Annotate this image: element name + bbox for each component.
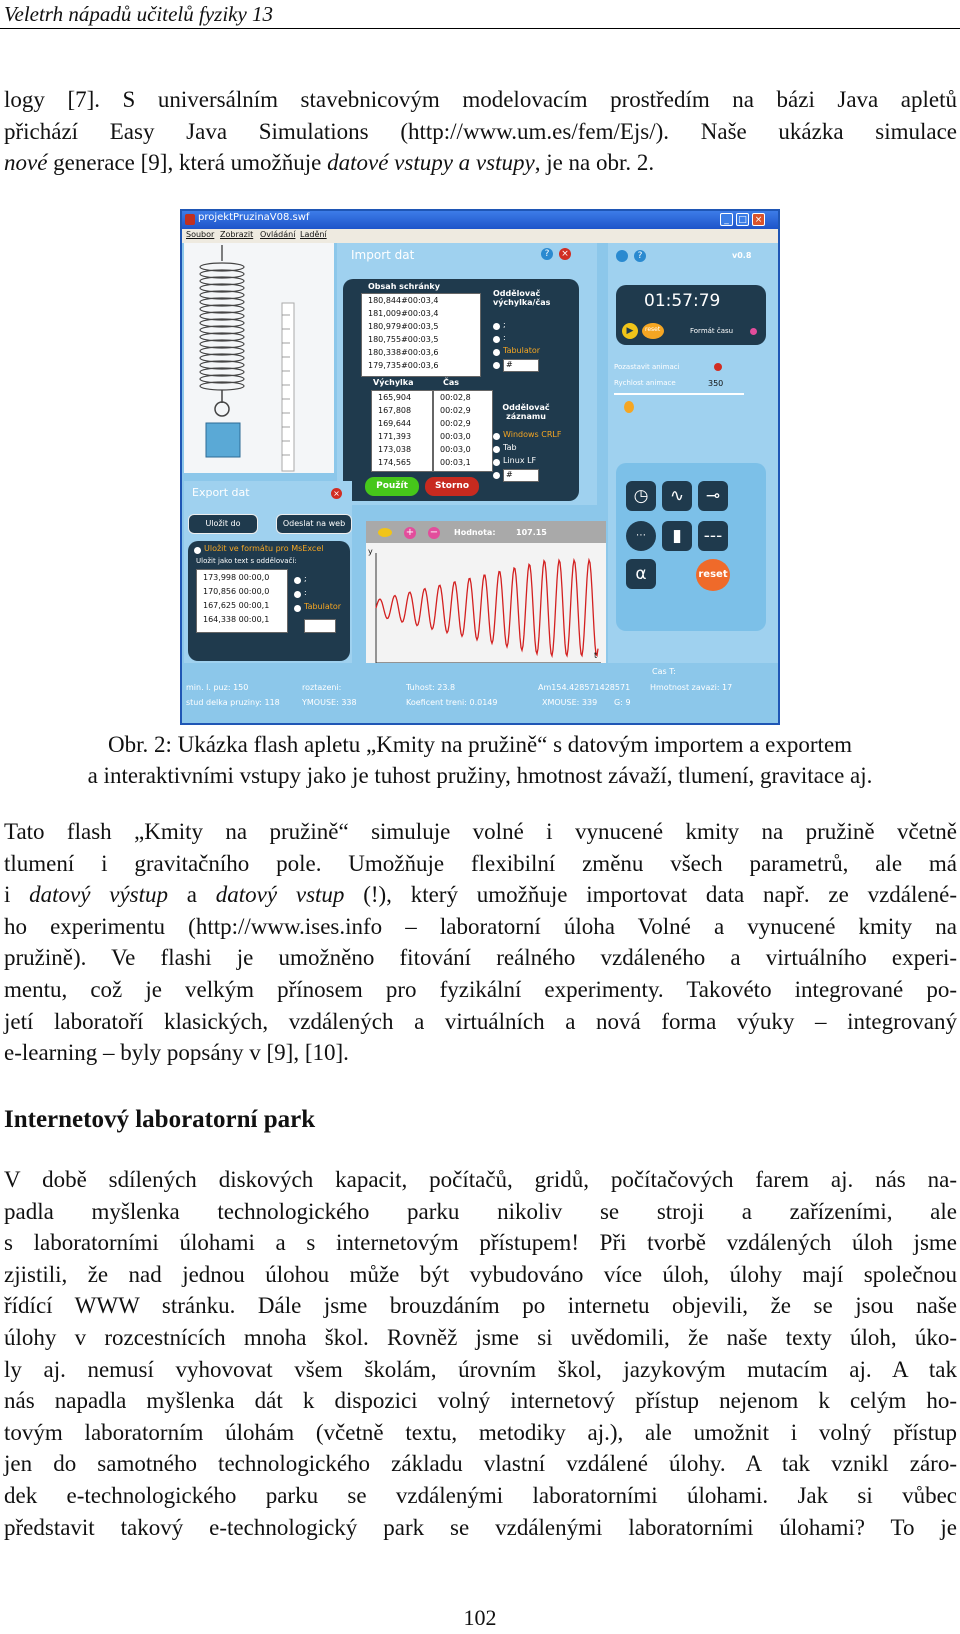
para3-line: jen do samotného technologického základu vlastní vzdálené úlohy. A tak vznikl záro- — [4, 1451, 957, 1477]
storno-button: Storno — [425, 477, 479, 496]
vychylka-box — [371, 390, 433, 472]
menu-item: Zobrazit — [220, 230, 254, 239]
dashes-icon: --- — [698, 521, 728, 551]
export-dark-panel — [188, 541, 350, 661]
vychylka-row: 171,393 — [378, 432, 412, 441]
clipboard-row: 179,735#00:03,6 — [368, 361, 439, 370]
wave-icon: ∿ — [662, 481, 692, 511]
cas-row: 00:02,8 — [440, 393, 471, 402]
graph-header — [366, 521, 606, 671]
cas-row: 00:03,0 — [440, 432, 471, 441]
cas-row: 00:02,9 — [440, 406, 471, 415]
figure-applet-screenshot — [180, 209, 780, 725]
app-icon — [185, 214, 195, 225]
thermometer-icon: ⊸ — [698, 481, 728, 511]
status-delka: stud delka pruziny: 118 — [186, 698, 280, 707]
menu-item: Ladění — [300, 230, 327, 239]
para2-line: mentu, což je velkým přínosem pro fyzikální experimenty. Takovéto integrované po- — [4, 976, 957, 1002]
para2-line: jetí laboratoří klasických, vzdálených a virtuálních a nová forma výuky – integrovaný — [4, 1008, 957, 1034]
graph-plot — [366, 543, 606, 671]
help-icon: ? — [634, 250, 646, 262]
timer-panel — [616, 285, 766, 345]
ulozit-button: Uložit do — [188, 514, 258, 534]
vychylka-row: 174,565 — [378, 458, 412, 467]
para2-line: pružině). Ve flashi je umožněno fitování reálného vzdáleného a virtuálního experi- — [4, 945, 957, 971]
clipboard-row: 181,009#00:03,4 — [368, 309, 439, 318]
intro-line — [4, 147, 957, 179]
data-icon: ⋯ — [626, 521, 656, 551]
separator1-option: Tabulator — [503, 346, 541, 355]
para2-text: (!), který umožňuje importovat data např. ze vzdálené- — [344, 882, 957, 908]
running-header-title: Veletrh nápadů učitelů fyziky 13 — [4, 2, 274, 26]
paragraph-3 — [4, 1164, 957, 1543]
cas-row: 00:03,0 — [440, 445, 471, 454]
radio-icon — [493, 446, 500, 453]
odeslat-button: Odeslat na web — [276, 514, 352, 534]
timer-reset-icon — [642, 323, 664, 339]
section-heading: Internetový laboratorní park — [4, 1106, 316, 1133]
pozastavit-label: Pozastavit animaci — [614, 363, 680, 371]
separator2-input — [503, 469, 539, 482]
import-title: Import dat — [351, 248, 415, 262]
separator1-input-value: # — [506, 360, 513, 369]
para3-line: zjistili, že nad jednou úlohou může být vybudováno více úloh, úlohy mají společnou — [4, 1261, 957, 1287]
oscillation-curve — [366, 543, 606, 671]
timer-value: 01:57:79 — [644, 291, 721, 311]
alpha-icon: α — [626, 559, 656, 589]
radio-icon — [493, 336, 500, 343]
para3-line: tovým laboratorním úlohám (včetně textu, metodiky aj.), ale umožnit i volný přístup — [4, 1419, 957, 1445]
rychlost-label: Rychlost animace — [614, 379, 676, 387]
clipboard-row: 180,755#00:03,5 — [368, 335, 439, 344]
radio-icon — [294, 605, 301, 612]
separator1-input — [503, 359, 539, 372]
hodnota-value: 107.15 — [516, 528, 547, 537]
maximize-icon: □ — [736, 213, 749, 226]
para2-line: Tato flash „Kmity na pružině“ simuluje volné i vynucené kmity na pružině včetně — [4, 819, 957, 844]
export-option: Uložit ve formátu pro MsExcel — [204, 544, 324, 553]
cas-box — [433, 390, 493, 472]
page-number: 102 — [463, 1605, 497, 1630]
intro-paragraph — [4, 84, 957, 179]
axis-y-label: y — [368, 547, 373, 556]
intro-italic: nové — [4, 150, 48, 176]
status-tuhost: Tuhost: 23.8 — [406, 683, 456, 692]
hodnota-label: Hodnota: — [454, 528, 496, 537]
para3-line: představit takový e-technologický park se vzdálenými laboratorními úlohami? To je — [4, 1514, 957, 1540]
menu-item: Ovládání — [260, 230, 296, 239]
intro-line: přichází Easy Java Simulations (http://www.um.es/fem/Ejs/). Naše ukázka simulace — [4, 118, 957, 144]
version: v0.8 — [732, 251, 752, 260]
para3-line: ly aj. nemusí vyhovovat všem školám, úrovním škol, jazykovým mutacím aj. A tak — [4, 1356, 957, 1382]
window-title: projektPruzinaV08.swf — [198, 212, 310, 223]
para3-line: nás napadla myšlenka dát k dispozici volný internetový přístup nejenom k celým ho- — [4, 1388, 957, 1414]
radio-icon — [493, 472, 500, 479]
import-panel — [337, 243, 597, 505]
clipboard-row: 180,338#00:03,6 — [368, 348, 439, 357]
spring-icon — [184, 243, 334, 473]
para2-line: tlumení i gravitačního pole. Umožňuje flexibilní změnu všech parametrů, ale má — [4, 850, 957, 876]
clipboard-box — [361, 293, 481, 377]
radio-icon — [294, 577, 301, 584]
cas-row: 00:03,1 — [440, 458, 471, 467]
para3-line: řídící WWW stránku. Dále jsme brouzdáním po internetu objevili, že se jsou naše — [4, 1293, 957, 1319]
separator1-option: ; — [503, 320, 506, 329]
weight-icon: ▮ — [662, 521, 692, 551]
status-ymouse: YMOUSE: 338 — [302, 698, 357, 707]
separator2-title: Oddělovač záznamu — [502, 403, 550, 421]
para2-line: ho experimentu (http://www.ises.info – laboratorní úloha Volné a vynucené kmity na — [4, 913, 957, 939]
vychylka-row: 167,808 — [378, 406, 412, 415]
export-input — [304, 619, 336, 633]
minimize-icon: _ — [720, 213, 733, 226]
intro-italic: datové vstupy a vstupy — [327, 150, 535, 176]
tools-panel — [616, 463, 766, 631]
export-row: 173,998 00:00,0 — [203, 573, 270, 582]
radio-icon — [493, 433, 500, 440]
para2-line — [4, 879, 957, 911]
para2-italic: datový výstup — [29, 882, 169, 908]
reset-button: reset — [696, 559, 730, 591]
clipboard-header: Obsah schránky — [368, 282, 440, 291]
smiley-icon — [616, 250, 628, 262]
separator2-option: Tab — [503, 443, 517, 452]
para3-line: s laboratorními úlohami a s internetovým přístupem! Při tvorbě vzdálených úloh jsme — [4, 1230, 957, 1256]
export-title: Export dat — [192, 486, 250, 499]
intro-text: , je na obr. 2. — [534, 150, 655, 176]
plus-icon: + — [405, 527, 415, 538]
status-hmotnost: Hmotnost zavazi: 17 — [650, 683, 733, 692]
separator1-option: : — [503, 333, 506, 342]
figure-caption — [0, 729, 960, 791]
export-row: 164,338 00:00,1 — [203, 615, 270, 624]
status-g: G: 9 — [614, 698, 631, 707]
radio-icon — [750, 328, 757, 335]
cas-row: 00:02,9 — [440, 419, 471, 428]
help-icon: ? — [541, 248, 553, 260]
para2-line: e-learning – byly popsány v [9], [10]. — [4, 1040, 349, 1066]
export-sep: Tabulator — [304, 602, 342, 611]
separator1-title: Oddělovač výchylka/čas — [493, 289, 551, 307]
minus-icon: − — [429, 527, 439, 538]
intro-text: generace [9], která umožňuje — [47, 150, 328, 176]
axis-t-label: t — [594, 651, 598, 660]
col-vychylka: Výchylka — [373, 378, 414, 387]
import-dark-panel — [343, 279, 579, 501]
status-koef: Koeficent treni: 0.0149 — [406, 698, 498, 707]
para2-italic: datový vstup — [215, 882, 345, 908]
paragraph-2 — [4, 816, 957, 1069]
radio-icon — [493, 459, 500, 466]
running-header — [0, 0, 960, 30]
timer-reset-label: reset — [645, 326, 661, 333]
para3-line: dek e-technologického parku se vzdálenými laboratorními úlohami. Jak si vůbec — [4, 1482, 957, 1508]
status-xmouse: XMOUSE: 339 — [542, 698, 598, 707]
header-rule — [0, 28, 960, 29]
clipboard-row: 180,844#00:03,4 — [368, 296, 439, 305]
export-panel — [184, 481, 352, 665]
para3-line: padla myšlenka technologického parku nikoliv se stroji a zařízeními, ale — [4, 1198, 957, 1224]
export-sep: ; — [304, 574, 307, 583]
menu-item: Soubor — [186, 230, 215, 239]
close-icon: × — [752, 213, 765, 226]
vychylka-row: 165,904 — [378, 393, 412, 402]
status-min-puz: min. l. puz: 150 — [186, 683, 249, 692]
radio-icon — [493, 362, 500, 369]
status-cas-t: Cas T: — [652, 667, 676, 676]
clipboard-row: 180,979#00:03,5 — [368, 322, 439, 331]
stopwatch-icon: ◷ — [626, 481, 656, 511]
caption-line: Obr. 2: Ukázka flash apletu „Kmity na pružině“ s datovým importem a exportem — [107, 732, 853, 757]
vychylka-row: 173,038 — [378, 445, 412, 454]
col-cas: Čas — [443, 378, 460, 387]
separator2-option: Linux LF — [503, 456, 537, 465]
export-sub: Uložit jako text s oddělovačí: — [196, 557, 297, 565]
pause-icon — [714, 363, 722, 371]
export-box — [196, 569, 288, 633]
vychylka-row: 169,644 — [378, 419, 412, 428]
export-row: 170,856 00:00,0 — [203, 587, 270, 596]
separator2-option: Windows CRLF — [503, 430, 562, 439]
radio-icon — [294, 591, 301, 598]
para2-text: i — [4, 882, 30, 908]
smile-icon — [378, 528, 392, 537]
rychlost-slider — [614, 393, 744, 395]
window-titlebar — [182, 211, 778, 229]
para2-text: a — [168, 882, 216, 908]
timer-format: Formát času — [690, 327, 734, 335]
radio-icon — [194, 547, 201, 554]
drop-icon — [624, 401, 634, 413]
status-roztazeni: roztazeni: — [302, 683, 342, 692]
close-icon: × — [559, 248, 571, 260]
pouzit-button: Použít — [365, 477, 419, 496]
caption-line: a interaktivními vstupy jako je tuhost pružiny, hmotnost závaží, tlumení, gravitace aj. — [87, 763, 873, 788]
export-row: 167,625 00:00,1 — [203, 601, 270, 610]
status-am: Am154.428571428571 — [538, 683, 631, 692]
status-bar — [182, 663, 778, 723]
right-panel — [608, 243, 778, 663]
spring-area — [184, 243, 334, 473]
para3-line: úlohy v rozcestnících mnoha škol. Rovněž jsme si uvědomili, že naše texty úloh, úko- — [4, 1324, 957, 1350]
menubar — [182, 229, 778, 243]
separator2-input-value: # — [506, 470, 513, 479]
close-icon: × — [331, 488, 342, 499]
export-sep: : — [304, 588, 307, 597]
play-icon: ▶ — [622, 323, 638, 339]
radio-icon — [493, 349, 500, 356]
rychlost-value: 350 — [708, 379, 724, 388]
para3-line: V době sdílených diskových kapacit, počítačů, gridů, počítačových farem aj. nás na- — [4, 1167, 957, 1192]
intro-line: logy [7]. S universálním stavebnicovým modelovacím prostředím na bázi Java apletů — [4, 87, 957, 112]
radio-icon — [493, 323, 500, 330]
